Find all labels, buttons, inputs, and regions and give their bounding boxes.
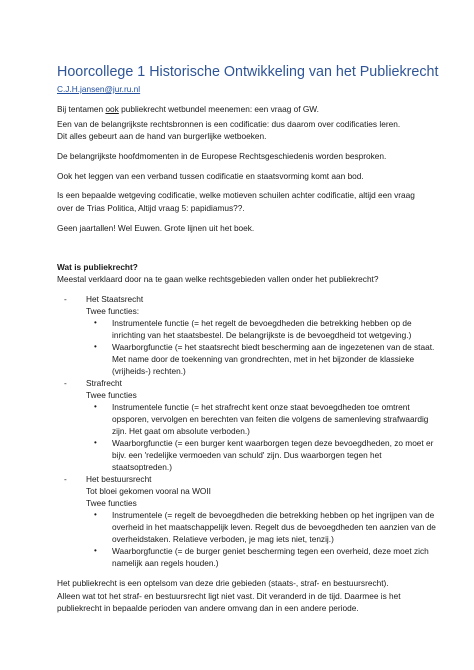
underlined-word: ook: [105, 104, 119, 114]
list-item-name: Het bestuursrecht: [86, 474, 152, 484]
bullet-line: Waarborgfunctie (= een burger kent waarborgen tegen deze bevoegdheden, zo moet er: [112, 438, 434, 448]
bullet-icon: •: [94, 438, 97, 447]
intro-paragraph-5-line-2: over de Trias Politica, Altijd vraag 5: papidiamus??.: [57, 203, 245, 213]
bullet-line: namelijk aan regels houden.): [112, 558, 219, 568]
bullet-line: bijv. een 'redelijke vermoeden van schuld' zijn. Dus waarborgen tegen het: [112, 450, 382, 460]
intro-paragraph-2-line-2: Dit alles gebeurt aan de hand van burgerlijke wetboeken.: [57, 131, 267, 141]
list-item-sub: Twee functies: [86, 390, 137, 400]
bullet-line: zijn. Het gaat om absolute verboden.): [112, 426, 250, 436]
outro-paragraph-1: Het publiekrecht is een optelsom van deze drie gebieden (staats-, straf- en bestuursrecht).: [57, 578, 389, 588]
list-dash: -: [64, 474, 67, 484]
list-dash: -: [64, 378, 67, 388]
intro-paragraph-3: De belangrijkste hoofdmomenten in de Europese Rechtsgeschiedenis worden besproken.: [57, 151, 387, 161]
bullet-icon: •: [94, 318, 97, 327]
bullet-line: staatsoptreden.): [112, 462, 172, 472]
section-subheading: Meestal verklaard door na te gaan welke rechtsgebieden vallen onder het publiekrecht?: [57, 274, 379, 284]
email-link[interactable]: C.J.H.jansen@jur.ru.nl: [57, 84, 141, 94]
list-item-name: Strafrecht: [86, 378, 122, 388]
bullet-line: Met name door de toekenning van grondrechten, met in het bijzonder de klassieke: [112, 354, 415, 364]
bullet-icon: •: [94, 402, 97, 411]
bullet-line: Instrumentele functie (= het regelt de bevoegdheden die betrekking hebben op de: [112, 318, 412, 328]
intro-text: Bij tentamen: [57, 104, 106, 114]
intro-paragraph-4: Ook het leggen van een verband tussen codificatie en staatsvorming komt aan bod.: [57, 171, 364, 181]
bullet-line: Waarborgfunctie (= de burger geniet bescherming tegen een overheid, deze moet zich: [112, 546, 429, 556]
outro-paragraph-2-line-2: publiekrecht in bepaalde perioden van andere omvang dan in een andere periode.: [57, 603, 359, 613]
section-heading: Wat is publiekrecht?: [57, 262, 138, 272]
bullet-icon: •: [94, 546, 97, 555]
bullet-icon: •: [94, 342, 97, 351]
list-item-name: Het Staatsrecht: [86, 294, 144, 304]
intro-paragraph-1: [57, 103, 319, 116]
bullet-line: overheidstaken. Relatieve verboden, je mag iets niet, tenzij.): [112, 534, 334, 544]
intro-paragraph-2-line-1: Een van de belangrijkste rechtsbronnen is een codificatie: dus daarom over codificaties leren.: [57, 119, 401, 129]
bullet-icon: •: [94, 510, 97, 519]
bullet-line: overheid in het maatschappelijk leven. Regelt dus de bevoegdheden ten aanzien van de: [112, 522, 436, 532]
intro-text: publiekrecht wetbundel meenemen: een vraag of GW.: [118, 104, 319, 114]
bullet-line: (vrijheids-) rechten.): [112, 366, 186, 376]
outro-paragraph-2-line-1: Alleen wat tot het straf- en bestuursrecht ligt niet vast. Dit veranderd in de tijd. Daarmee is het: [57, 591, 401, 601]
page-title: Hoorcollege 1 Historische Ontwikkeling van het Publiekrecht: [57, 64, 439, 80]
bullet-line: Instrumentele functie (= het strafrecht kent onze staat bevoegdheden toe omtrent: [112, 402, 410, 412]
bullet-line: opsporen, vervolgen en berechten van feiten die volgens de samenleving strafwaardig: [112, 414, 429, 424]
intro-paragraph-5-line-1: Is een bepaalde wetgeving codificatie, welke motieven schuilen achter codificatie, altijd een vraag: [57, 190, 415, 200]
bullet-line: Instrumentele (= regelt de bevoegdheden die betrekking hebben op het ingrijpen van de: [112, 510, 435, 520]
bullet-line: inrichting van het staatsbestel. De belangrijkste is de bevoegdheid tot wetgeving.): [112, 330, 412, 340]
intro-paragraph-6: Geen jaartallen! Wel Euwen. Grote lijnen uit het boek.: [57, 223, 255, 233]
list-dash: -: [64, 294, 67, 304]
bullet-line: Waarborgfunctie (= het staatsrecht biedt bescherming aan de ingezetenen van de staat.: [112, 342, 435, 352]
list-item-sub: Tot bloei gekomen vooral na WOII: [86, 486, 211, 496]
list-item-sub: Twee functies: [86, 498, 137, 508]
list-item-sub: Twee functies:: [86, 306, 140, 316]
